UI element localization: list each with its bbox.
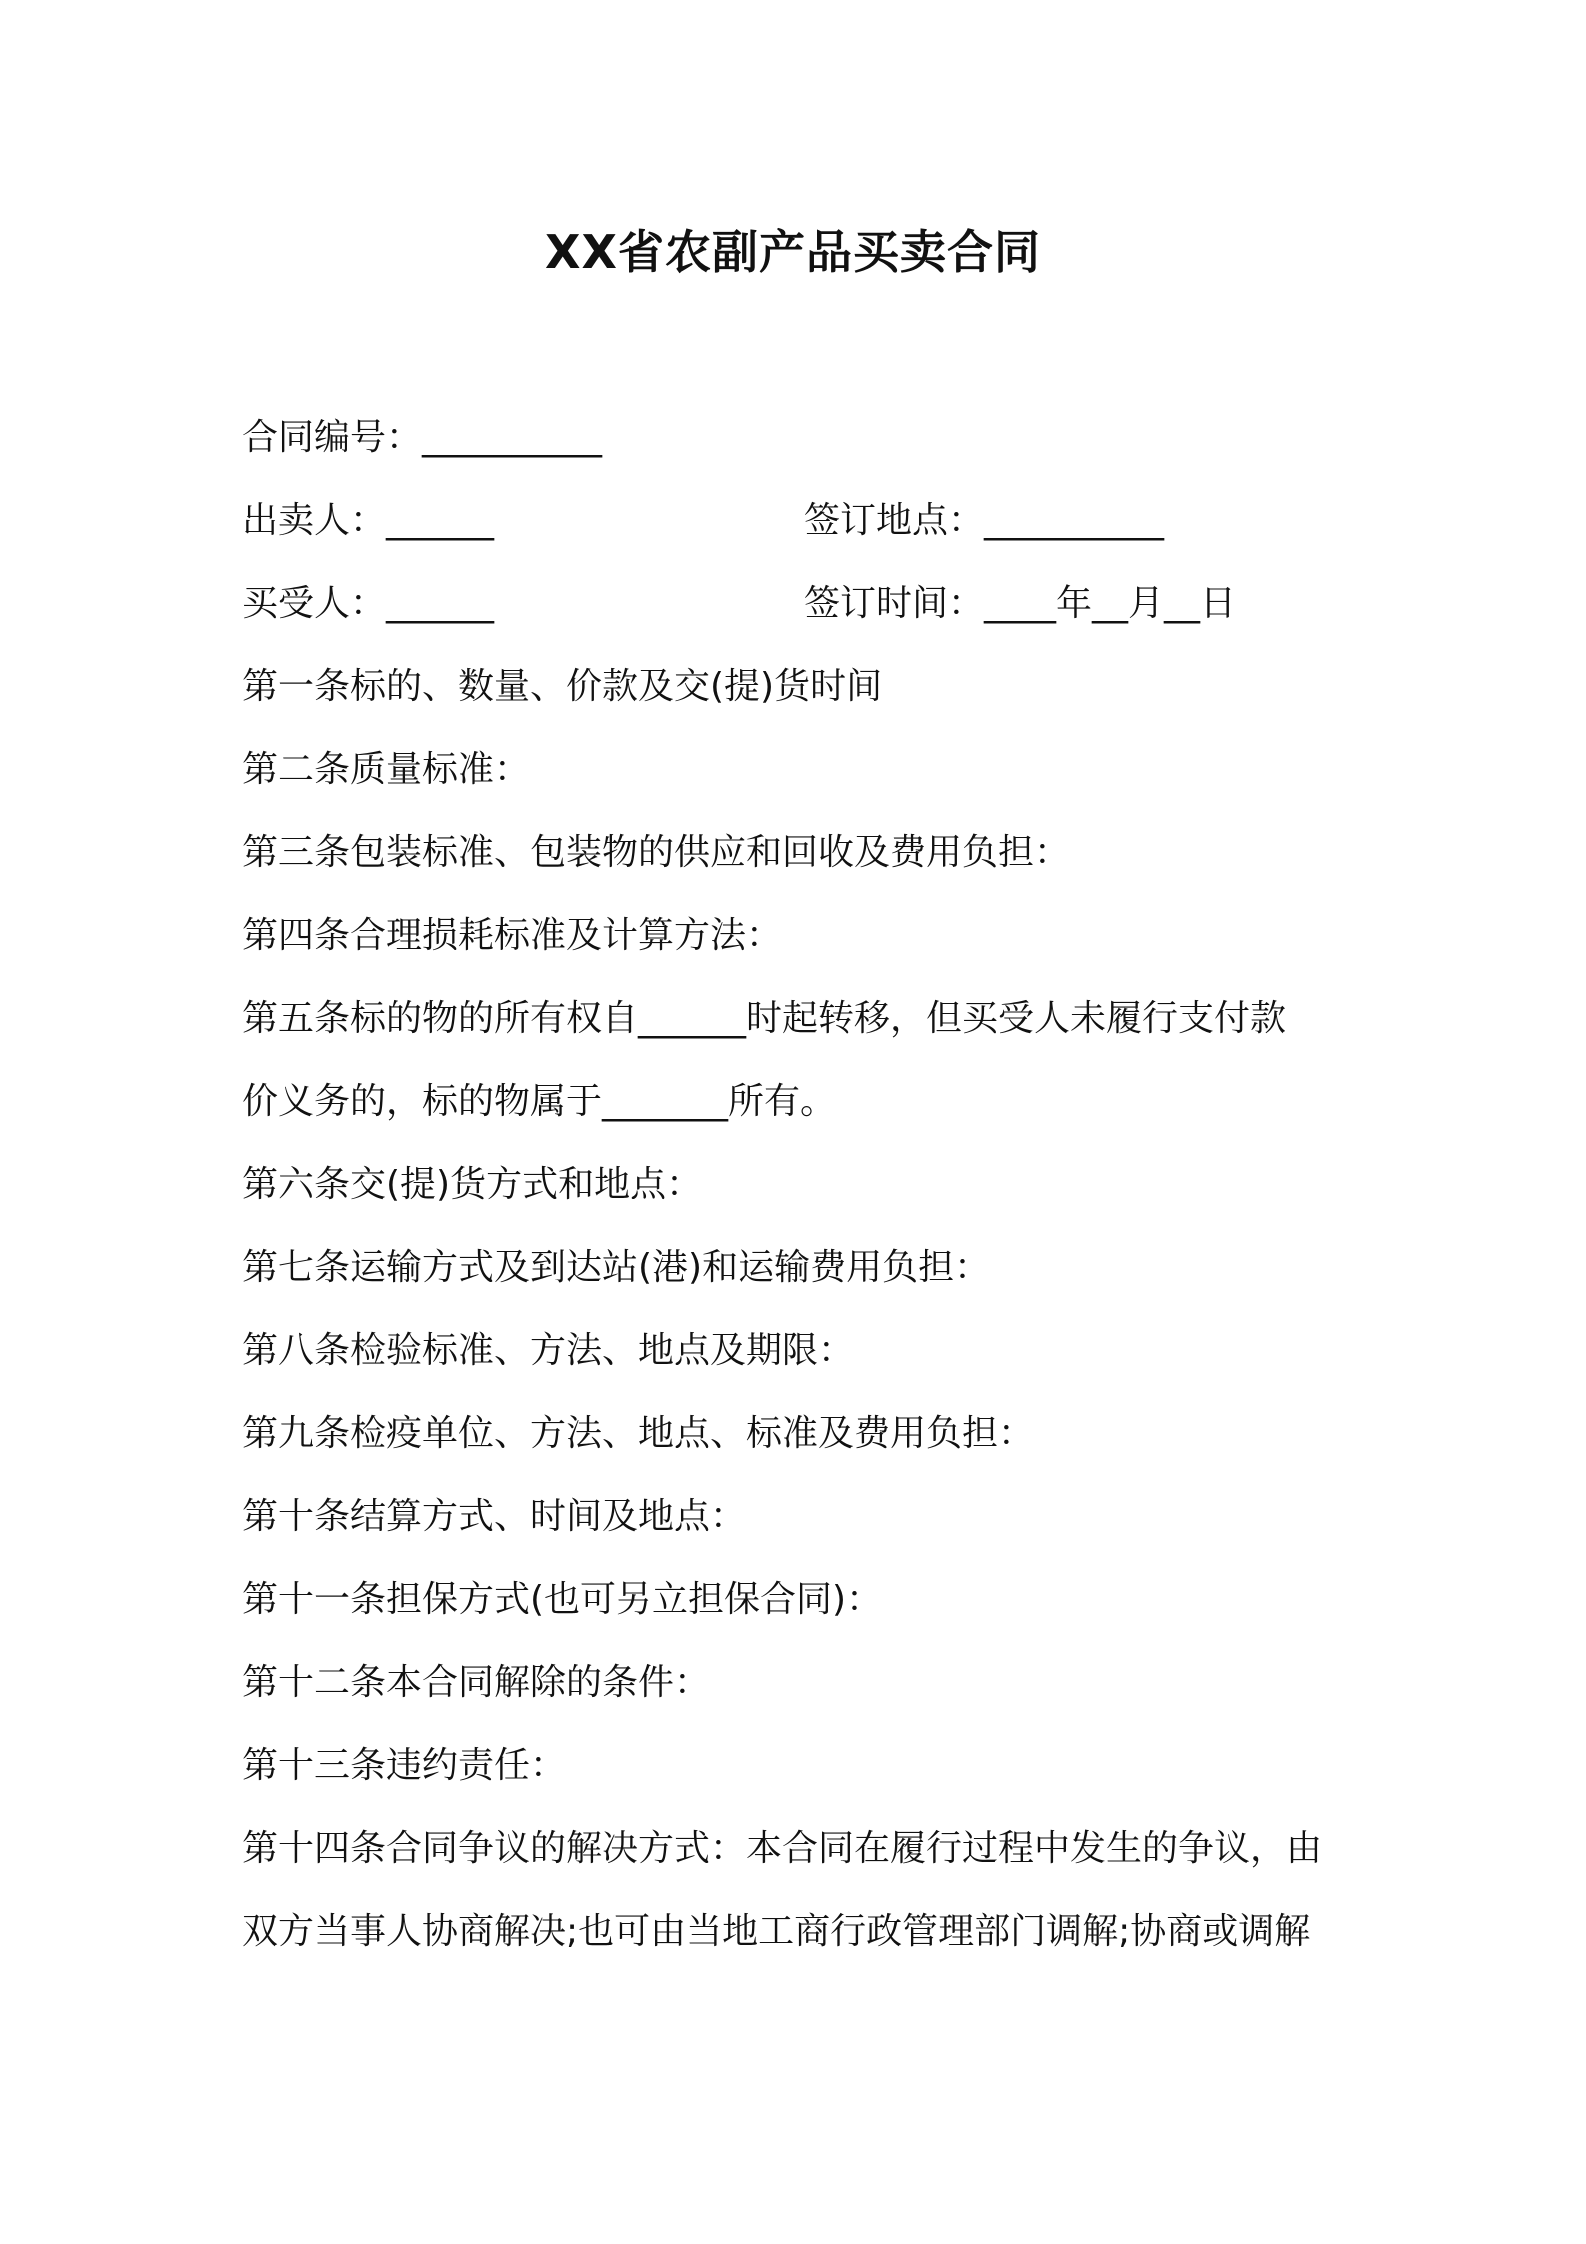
clause-3: 第三条包装标准、包装物的供应和回收及费用负担： — [242, 832, 1071, 873]
clause-1: 第一条标的、数量、价款及交(提)货时间 — [242, 666, 883, 707]
buyer-field: 买受人：______ — [242, 583, 495, 624]
clause-7: 第七条运输方式及到达站(港)和运输费用负担： — [242, 1247, 991, 1288]
seller-field: 出卖人：______ — [242, 500, 495, 541]
clause-5-line-2: 价义务的，标的物属于_______所有。 — [242, 1081, 837, 1122]
clause-5-line-1: 第五条标的物的所有权自______时起转移，但买受人未履行支付款 — [242, 998, 1287, 1039]
clause-9: 第九条检疫单位、方法、地点、标准及费用负担： — [242, 1413, 1035, 1454]
sign-place-field: 签订地点：__________ — [804, 500, 1165, 541]
clause-14-line-1: 第十四条合同争议的解决方式：本合同在履行过程中发生的争议，由 — [242, 1828, 1323, 1869]
clause-8: 第八条检验标准、方法、地点及期限： — [242, 1330, 855, 1371]
clause-6: 第六条交(提)货方式和地点： — [242, 1164, 703, 1205]
document-title: XX省农副产品买卖合同 — [545, 225, 1041, 279]
clause-2: 第二条质量标准： — [242, 749, 531, 790]
clause-13: 第十三条违约责任： — [242, 1745, 567, 1786]
clause-12: 第十二条本合同解除的条件： — [242, 1662, 711, 1703]
clause-4: 第四条合理损耗标准及计算方法： — [242, 915, 783, 956]
clause-10: 第十条结算方式、时间及地点： — [242, 1496, 747, 1537]
clause-14-line-2: 双方当事人协商解决;也可由当地工商行政管理部门调解;协商或调解 — [242, 1911, 1311, 1952]
clause-11: 第十一条担保方式(也可另立担保合同)： — [242, 1579, 883, 1620]
sign-time-field: 签订时间：____年__月__日 — [804, 583, 1237, 624]
contract-number-field: 合同编号：__________ — [242, 417, 603, 458]
